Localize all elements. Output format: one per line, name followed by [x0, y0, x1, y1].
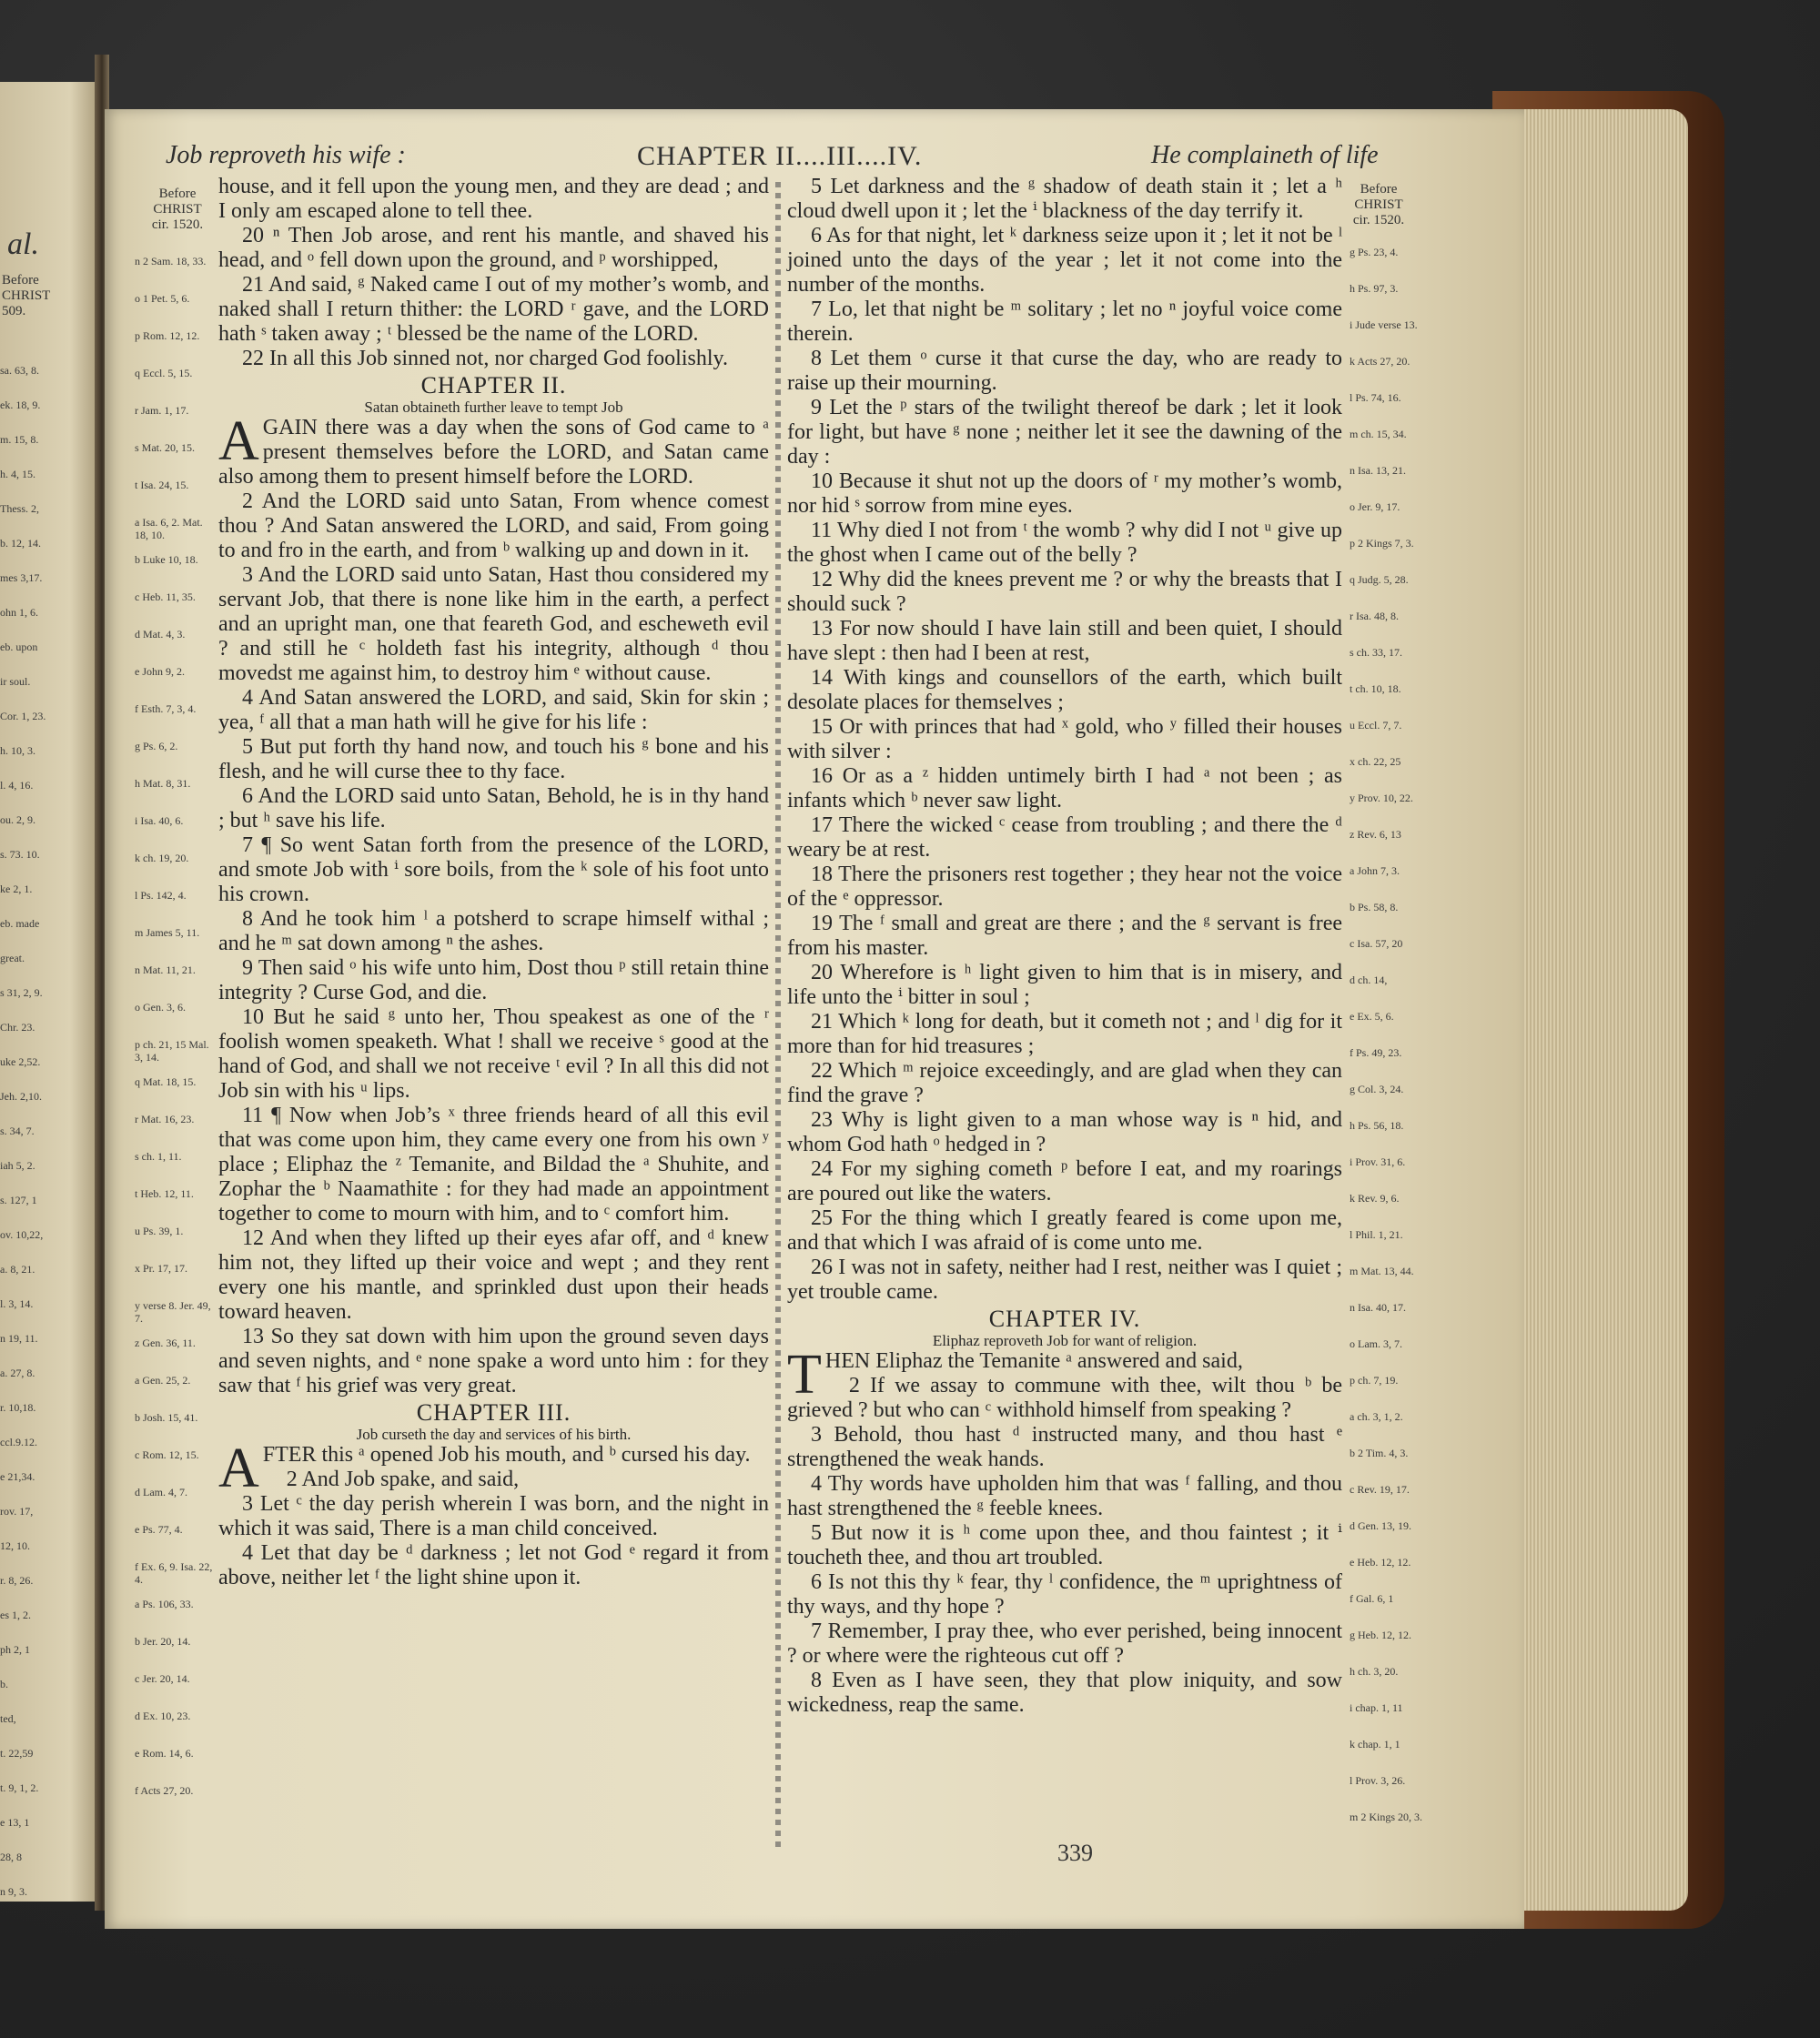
margin-note: e Ps. 77, 4.	[135, 1523, 183, 1536]
verse: 10 But he said ᵍ unto her, Thou speakest as one of the ʳ foolish women speaketh. What ! shall we receive ˢ good at the hand of God, and shall we not receive ᵗ evil ? In all this did not Job sin with his ᵘ lips.	[218, 1005, 769, 1103]
margin-note: t ch. 10, 18.	[1350, 682, 1401, 695]
text-column-left	[218, 175, 769, 1590]
margin-note: i Isa. 40, 6.	[135, 814, 184, 827]
header-center: CHAPTER II....III....IV.	[637, 141, 923, 171]
margin-note: l Ps. 142, 4.	[135, 889, 187, 902]
verse: 2 And the LORD said unto Satan, From whence comest thou ? And Satan answered the LORD, and said, From going to and fro in the earth, and from ᵇ walking up and down in it.	[218, 489, 769, 562]
margin-note: g Ps. 23, 4.	[1350, 246, 1399, 258]
margin-note: s Mat. 20, 15.	[135, 441, 195, 454]
margin-note: o Gen. 3, 6.	[135, 1001, 186, 1014]
left-page-margin-note: s. 73. 10.	[0, 848, 40, 861]
left-page-margin-note: Jeh. 2,10.	[0, 1090, 42, 1103]
verse: 9 Let the ᵖ stars of the twilight thereof be dark ; let it look for light, but have ᵍ none ; neither let it see the dawning of the day :	[787, 396, 1342, 469]
left-page-margin-note: sa. 63, 8.	[0, 364, 39, 377]
margin-note: a Gen. 25, 2.	[135, 1374, 191, 1387]
margin-note: g Col. 3, 24.	[1350, 1083, 1404, 1095]
verse: 6 Is not this thy ᵏ fear, thy ˡ confidence, the ᵐ uprightness of thy ways, and thy hope ?	[787, 1570, 1342, 1619]
verse: 9 Then said ᵒ his wife unto him, Dost thou ᵖ still retain thine integrity ? Curse God, and die.	[218, 956, 769, 1004]
left-page-margin-note: r. 10,18.	[0, 1401, 36, 1414]
margin-note: x ch. 22, 25	[1350, 755, 1401, 768]
verse: 4 Thy words have upholden him that was ᶠ falling, and thou hast strengthened the ᵍ feeble knees.	[787, 1472, 1342, 1520]
margin-note: f Acts 27, 20.	[135, 1784, 194, 1797]
margin-note: t Isa. 24, 15.	[135, 479, 189, 491]
verse: 4 Let that day be ᵈ darkness ; let not God ᵉ regard it from above, neither let ᶠ the light shine upon it.	[218, 1541, 769, 1589]
left-page-before-christ: Before CHRIST 509.	[2, 273, 51, 318]
left-page-margin-note: n 9, 3.	[0, 1885, 27, 1898]
margin-note: a John 7, 3.	[1350, 864, 1400, 877]
left-page-margin-note: ir soul.	[0, 675, 31, 688]
left-page-margin-note: a. 27, 8.	[0, 1367, 35, 1379]
verse: 12 And when they lifted up their eyes afar off, and ᵈ knew him not, they lifted up their voice and wept ; and they rent every one his mantle, and sprinkled dust upon their heads toward heaven.	[218, 1226, 769, 1324]
verse: 11 ¶ Now when Job’s ˣ three friends heard of all this evil that was come upon him, they came every one from his own ʸ place ; Eliphaz the ᶻ Temanite, and Bildad the ᵃ Shuhite, and Zophar the ᵇ Naamathite : for they had made an appointment together to come to mourn with him, and to ᶜ comfort him.	[218, 1104, 769, 1226]
left-page-margin-note: ohn 1, 6.	[0, 606, 38, 619]
margin-note: f Gal. 6, 1	[1350, 1592, 1394, 1605]
verse: 20 Wherefore is ʰ light given to him that is in misery, and life unto the ⁱ bitter in soul ;	[787, 961, 1342, 1009]
margin-note: p ch. 7, 19.	[1350, 1374, 1399, 1387]
left-page-margin-note: b.	[0, 1678, 8, 1690]
drop-cap: T	[787, 1344, 822, 1406]
verse: 8 Even as I have seen, they that plow iniquity, and sow wickedness, reap the same.	[787, 1669, 1342, 1717]
margin-note: h Ps. 56, 18.	[1350, 1119, 1404, 1132]
left-page-margin-note: t. 9, 1, 2.	[0, 1781, 39, 1794]
margin-note: n 2 Sam. 18, 33.	[135, 255, 207, 267]
margin-note: o Jer. 9, 17.	[1350, 500, 1400, 513]
verse-text: HEN Eliphaz the Temanite ᵃ answered and said,	[824, 1349, 1243, 1373]
margin-note: c Rom. 12, 15.	[135, 1448, 199, 1461]
margin-note: q Judg. 5, 28.	[1350, 573, 1409, 586]
left-page-header-fragment: al.	[7, 227, 39, 261]
before-christ-right: Before CHRIST cir. 1520.	[1352, 182, 1405, 227]
margin-note: i chap. 1, 11	[1350, 1701, 1403, 1714]
margin-note: q Eccl. 5, 15.	[135, 367, 193, 379]
left-page-margin-note: a. 8, 21.	[0, 1263, 35, 1276]
margin-note: q Mat. 18, 15.	[135, 1075, 197, 1088]
margin-note: h ch. 3, 20.	[1350, 1665, 1399, 1678]
margin-note: y verse 8. Jer. 49, 7.	[135, 1299, 211, 1325]
margin-note: a Isa. 6, 2. Mat. 18, 10.	[135, 516, 203, 541]
verse: 6 And the LORD said unto Satan, Behold, he is in thy hand ; but ʰ save his life.	[218, 784, 769, 832]
margin-note: d Gen. 13, 19.	[1350, 1519, 1411, 1532]
margin-note: a ch. 3, 1, 2.	[1350, 1410, 1403, 1423]
margin-note: l Ps. 74, 16.	[1350, 391, 1401, 404]
left-page-margin-note: s. 127, 1	[0, 1194, 37, 1206]
margin-note: y Prov. 10, 22.	[1350, 792, 1413, 804]
page-number: 339	[1057, 1840, 1093, 1866]
margin-note: i Jude verse 13.	[1350, 318, 1418, 331]
verse: 4 And Satan answered the LORD, and said, Skin for skin ; yea, ᶠ all that a man hath will he give for his life :	[218, 686, 769, 734]
margin-note: d Ex. 10, 23.	[135, 1710, 191, 1722]
left-page-margin-note: 12, 10.	[0, 1539, 30, 1552]
left-page-margin-note: ccl.9.12.	[0, 1436, 37, 1448]
left-page-margin-note: e 21,34.	[0, 1470, 35, 1483]
before-christ-left: Before CHRIST cir. 1520.	[151, 187, 204, 232]
verse: 5 But put forth thy hand now, and touch his ᵍ bone and his flesh, and he will curse thee to thy face.	[218, 735, 769, 783]
verse: 21 Which ᵏ long for death, but it cometh not ; and ˡ dig for it more than for hid treasures ;	[787, 1010, 1342, 1058]
header-left: Job reproveth his wife :	[166, 141, 406, 169]
verse-text: FTER this ᵃ opened Job his mouth, and ᵇ cursed his day.	[262, 1443, 751, 1467]
header-right: He complaineth of life	[1151, 141, 1379, 169]
left-page-margin-note: great.	[0, 952, 25, 964]
margin-note: b Jer. 20, 14.	[135, 1635, 191, 1648]
margin-note: i Prov. 31, 6.	[1350, 1155, 1406, 1168]
left-page-margin-note: Cor. 1, 23.	[0, 710, 46, 722]
verse: 3 Let ᶜ the day perish wherein I was born, and the night in which it was said, There is a man child conceived.	[218, 1492, 769, 1540]
chapter-heading: CHAPTER II.	[420, 372, 567, 399]
left-page-margin-note: ek. 18, 9.	[0, 399, 41, 411]
verse: 10 Because it shut not up the doors of ʳ my mother’s womb, nor hid ˢ sorrow from mine eyes.	[787, 469, 1342, 518]
left-page-margin-note: mes 3,17.	[0, 571, 43, 584]
verse: 7 Remember, I pray thee, who ever perished, being innocent ? or where were the righteous cut off ?	[787, 1619, 1342, 1668]
left-page-margin-note: iah 5, 2.	[0, 1159, 35, 1172]
verse: 13 For now should I have lain still and been quiet, I should have slept : then had I been at rest,	[787, 617, 1342, 665]
verse: 8 Let them ᵒ curse it that curse the day, who are ready to raise up their mourning.	[787, 347, 1342, 395]
margin-note: p Rom. 12, 12.	[135, 329, 200, 342]
left-page-margin-note: l. 3, 14.	[0, 1297, 34, 1310]
margin-note: p ch. 21, 15 Mal. 3, 14.	[135, 1038, 209, 1064]
margin-note: p 2 Kings 7, 3.	[1350, 537, 1414, 550]
page-edges	[1506, 109, 1688, 1911]
verse: 2 If we assay to commune with thee, wilt thou ᵇ be grieved ? but who can ᶜ withhold himself from speaking ?	[787, 1374, 1342, 1422]
chapter-heading: CHAPTER III.	[416, 1399, 571, 1426]
margin-note: e Heb. 12, 12.	[1350, 1556, 1411, 1569]
verse: 20 ⁿ Then Job arose, and rent his mantle, and shaved his head, and ᵒ fell down upon the ground, and ᵖ worshipped,	[218, 224, 769, 272]
verse: 16 Or as a ᶻ hidden untimely birth I had ᵃ not been ; as infants which ᵇ never saw light.	[787, 764, 1342, 812]
margin-note: g Ps. 6, 2.	[135, 740, 178, 752]
margin-note: u Eccl. 7, 7.	[1350, 719, 1402, 731]
verse	[218, 410, 769, 489]
verse: 19 The ᶠ small and great are there ; and the ᵍ servant is free from his master.	[787, 912, 1342, 960]
margin-note: b 2 Tim. 4, 3.	[1350, 1447, 1409, 1459]
verse: 7 Lo, let that night be ᵐ solitary ; let no ⁿ joyful voice come therein.	[787, 298, 1342, 346]
verse: 17 There the wicked ᶜ cease from troubling ; and there the ᵈ weary be at rest.	[787, 813, 1342, 862]
left-page-margin-note: Chr. 23.	[0, 1021, 35, 1034]
margin-note: f Ex. 6, 9. Isa. 22, 4.	[135, 1560, 213, 1586]
verse: 18 There the prisoners rest together ; they hear not the voice of the ᵉ oppressor.	[787, 863, 1342, 911]
left-page-margin-note: ov. 10,22,	[0, 1228, 44, 1241]
left-page-margin-note: eb. made	[0, 917, 40, 930]
verse: 5 But now it is ʰ come upon thee, and thou faintest ; it ⁱ toucheth thee, and thou art troubled.	[787, 1521, 1342, 1569]
margin-note: k Rev. 9, 6.	[1350, 1192, 1400, 1205]
margin-note: s ch. 33, 17.	[1350, 646, 1402, 659]
margin-note: n Isa. 13, 21.	[1350, 464, 1406, 477]
left-page-margin-note: n 19, 11.	[0, 1332, 38, 1345]
margin-note: b Ps. 58, 8.	[1350, 901, 1399, 913]
margin-note: n Isa. 40, 17.	[1350, 1301, 1406, 1314]
chapter-summary: Job curseth the day and services of his birth.	[356, 1426, 632, 1443]
margin-note: u Ps. 39, 1.	[135, 1225, 184, 1237]
margin-note: m ch. 15, 34.	[1350, 428, 1407, 440]
left-page-margin-note: t. 22,59	[0, 1747, 34, 1760]
verse: 13 So they sat down with him upon the ground seven days and seven nights, and ᵉ none spake a word unto him : for they saw that ᶠ his grief was very great.	[218, 1325, 769, 1397]
left-page-margin-note: l. 4, 16.	[0, 779, 34, 792]
verse: 3 Behold, thou hast ᵈ instructed many, and thou hast ᵉ strengthened the weak hands.	[787, 1423, 1342, 1471]
margin-note: m James 5, 11.	[135, 926, 200, 939]
margin-note: e John 9, 2.	[135, 665, 185, 678]
left-page-margin-note: 28, 8	[0, 1851, 22, 1863]
margin-note: m Mat. 13, 44.	[1350, 1265, 1414, 1277]
left-page-margin-note: rov. 17,	[0, 1505, 34, 1518]
left-page-margin-note: b. 12, 14.	[0, 537, 41, 550]
left-page-margin-note: es 1, 2.	[0, 1609, 31, 1621]
margin-note: g Heb. 12, 12.	[1350, 1629, 1411, 1641]
text-column-right	[787, 175, 1342, 1718]
verse: 22 In all this Job sinned not, nor charged God foolishly.	[242, 347, 728, 370]
left-page-margin-note: ou. 2, 9.	[0, 813, 35, 826]
margin-note: e Ex. 5, 6.	[1350, 1010, 1394, 1023]
margin-note: k chap. 1, 1	[1350, 1738, 1400, 1750]
left-page-margin-note: Thess. 2,	[0, 502, 39, 515]
margin-note: s ch. 1, 11.	[135, 1150, 182, 1163]
left-page-margin-note: ph 2, 1	[0, 1643, 30, 1656]
margin-note: o Lam. 3, 7.	[1350, 1337, 1402, 1350]
margin-note: r Jam. 1, 17.	[135, 404, 189, 417]
verse-text: GAIN there was a day when the sons of God came to ᵃ present themselves before the LORD, and Satan came also among them to present himself before the LORD.	[218, 416, 769, 489]
left-page-margin-note: h. 10, 3.	[0, 744, 35, 757]
verse: 11 Why died I not from ᵗ the womb ? why did I not ᵘ give up the ghost when I came out of the belly ?	[787, 519, 1342, 567]
verse: house, and it fell upon the young men, and they are dead ; and I only am escaped alone to tell thee.	[218, 175, 769, 223]
margin-note: a Ps. 106, 33.	[135, 1598, 194, 1610]
margin-note: k ch. 19, 20.	[135, 852, 189, 864]
left-page-margin-note: r. 8, 26.	[0, 1574, 34, 1587]
verse: 21 And said, ᵍ Naked came I out of my mother’s womb, and naked shall I return thither: the LORD ʳ gave, and the LORD hath ˢ taken away ; ᵗ blessed be the name of the LORD.	[218, 273, 769, 346]
left-page-margin-note: h. 4, 15.	[0, 468, 35, 480]
margin-note: d Mat. 4, 3.	[135, 628, 186, 641]
verse: 5 Let darkness and the ᵍ shadow of death stain it ; let a ʰ cloud dwell upon it ; let the ⁱ blackness of the day terrify it.	[787, 175, 1342, 223]
verse: 26 I was not in safety, neither had I rest, neither was I quiet ; yet trouble came.	[787, 1256, 1342, 1304]
margin-note: c Rev. 19, 17.	[1350, 1483, 1410, 1496]
verse: 24 For my sighing cometh ᵖ before I eat, and my roarings are poured out like the waters.	[787, 1157, 1342, 1206]
verse: 2 And Job spake, and said,	[286, 1468, 520, 1491]
margin-note: n Mat. 11, 21.	[135, 964, 196, 976]
chapter-summary: Satan obtaineth further leave to tempt Job	[364, 399, 623, 416]
margin-note: x Pr. 17, 17.	[135, 1262, 188, 1275]
margin-note: f Ps. 49, 23.	[1350, 1046, 1402, 1059]
left-page-margin-note: e 13, 1	[0, 1816, 30, 1829]
left-page-edge	[0, 82, 100, 1902]
left-page-margin-note: ted,	[0, 1712, 16, 1725]
drop-cap: A	[218, 1438, 259, 1499]
verse: 12 Why did the knees prevent me ? or why the breasts that I should suck ?	[787, 568, 1342, 616]
margin-note: c Heb. 11, 35.	[135, 590, 196, 603]
verse: 8 And he took him ˡ a potsherd to scrape himself withal ; and he ᵐ sat down among ⁿ the ashes.	[218, 907, 769, 955]
margin-note: z Rev. 6, 13	[1350, 828, 1401, 841]
verse: 7 ¶ So went Satan forth from the presence of the LORD, and smote Job with ⁱ sore boils, from the ᵏ sole of his foot unto his crown.	[218, 833, 769, 906]
verse: 3 And the LORD said unto Satan, Hast thou considered my servant Job, that there is none like him in the earth, a perfect and an upright man, one that feareth God, and escheweth evil ? and still he ᶜ holdeth fast his integrity, although ᵈ thou movedst me against him, to destroy him ᵉ without cause.	[218, 563, 769, 685]
margin-note: r Mat. 16, 23.	[135, 1113, 195, 1125]
margin-note: e Rom. 14, 6.	[135, 1747, 194, 1760]
margin-note: b Luke 10, 18.	[135, 553, 198, 566]
verse: 14 With kings and counsellors of the earth, which built desolate places for themselves ;	[787, 666, 1342, 714]
verse: 6 As for that night, let ᵏ darkness seize upon it ; let it not be ˡ joined unto the days of the year ; let it not come into the number of the months.	[787, 224, 1342, 297]
left-page-margin-note: ke 2, 1.	[0, 883, 33, 895]
margin-note: h Ps. 97, 3.	[1350, 282, 1399, 295]
margin-note: c Jer. 20, 14.	[135, 1672, 190, 1685]
drop-cap: A	[218, 410, 259, 472]
margin-note: r Isa. 48, 8.	[1350, 610, 1399, 622]
margin-note: k Acts 27, 20.	[1350, 355, 1410, 368]
margin-note: z Gen. 36, 11.	[135, 1337, 196, 1349]
left-page-margin-note: uke 2,52.	[0, 1055, 41, 1068]
verse: 22 Which ᵐ rejoice exceedingly, and are glad when they can find the grave ?	[787, 1059, 1342, 1107]
left-page-margin-note: s. 34, 7.	[0, 1125, 35, 1137]
margin-note: c Isa. 57, 20	[1350, 937, 1403, 950]
margin-note: l Phil. 1, 21.	[1350, 1228, 1403, 1241]
verse: 23 Why is light given to a man whose way is ⁿ hid, and whom God hath ᵒ hedged in ?	[787, 1108, 1342, 1156]
verse: 25 For the thing which I greatly feared is come upon me, and that which I was afraid of is come unto me.	[787, 1206, 1342, 1255]
margin-note: t Heb. 12, 11.	[135, 1187, 194, 1200]
chapter-heading: CHAPTER IV.	[988, 1306, 1141, 1332]
margin-note: m 2 Kings 20, 3.	[1350, 1811, 1423, 1823]
margin-note: f Esth. 7, 3, 4.	[135, 702, 197, 715]
margin-note: d Lam. 4, 7.	[135, 1486, 187, 1498]
left-page-margin-note: s 31, 2, 9.	[0, 986, 43, 999]
chapter-summary: Eliphaz reproveth Job for want of religion.	[932, 1332, 1198, 1349]
margin-note: l Prov. 3, 26.	[1350, 1774, 1406, 1787]
column-divider	[775, 182, 781, 1847]
left-page-margin-note: eb. upon	[0, 641, 38, 653]
margin-note: b Josh. 15, 41.	[135, 1411, 198, 1424]
margin-note: o 1 Pet. 5, 6.	[135, 292, 190, 305]
verse: 15 Or with princes that had ˣ gold, who ʸ filled their houses with silver :	[787, 715, 1342, 763]
left-page-margin-note: m. 15, 8.	[0, 433, 39, 446]
margin-note: h Mat. 8, 31.	[135, 777, 191, 790]
margin-note: d ch. 14,	[1350, 974, 1388, 986]
